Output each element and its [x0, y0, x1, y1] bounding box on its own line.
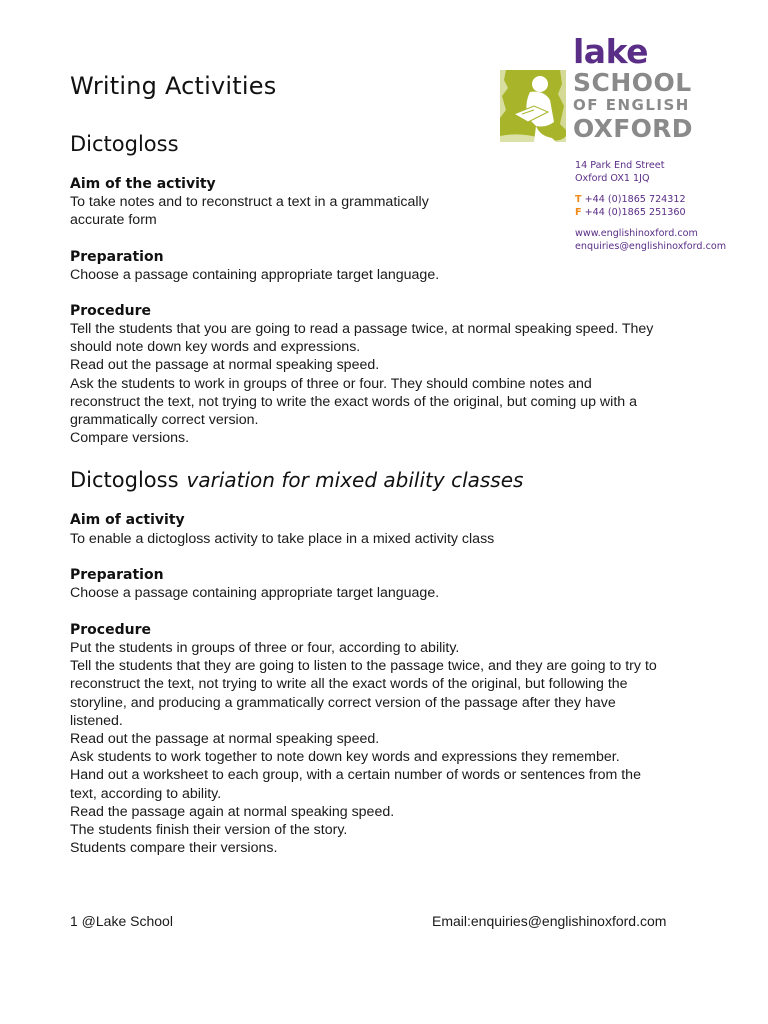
logo-of-english-text: OF ENGLISH: [573, 96, 690, 114]
section2-title: [70, 468, 523, 492]
text-line: Ask students to work together to note down key words and expressions they remember.: [70, 749, 620, 766]
text-line: should note down key words and expressions.: [70, 339, 361, 356]
text-line: reconstruct the text, not trying to write the exact words of the original, but coming up with a: [70, 393, 637, 410]
page-title: Writing Activities: [70, 72, 277, 100]
school-logo: [500, 32, 740, 146]
text-line: Tell the students that you are going to read a passage twice, at normal speaking speed. They: [70, 321, 654, 337]
text-line: Ask the students to work in groups of three or four. They should combine notes and: [70, 375, 592, 392]
footer-page-number: 1 @Lake School: [70, 913, 173, 929]
logo-lake-text: lake: [573, 32, 649, 71]
text-line: Read the passage again at normal speaking speed.: [70, 803, 395, 820]
text-line: Put the students in groups of three or four, according to ability.: [70, 640, 460, 656]
text-line: To enable a dictogloss activity to take place in a mixed activity class: [70, 531, 495, 547]
text-line: Students compare their versions.: [70, 840, 278, 857]
section1-aim-text: [70, 193, 710, 229]
section2-preparation-heading: Preparation: [70, 567, 164, 583]
text-line: The students finish their version of the story.: [70, 822, 348, 839]
telephone-number: +44 (0)1865 724312: [584, 194, 686, 205]
fax-key: F: [575, 207, 582, 218]
section1-preparation-heading: Preparation: [70, 249, 164, 265]
text-line: listened.: [70, 712, 123, 729]
section2-procedure-text: [70, 639, 710, 857]
text-line: grammatically correct version.: [70, 412, 259, 429]
text-line: reconstruct the text, not trying to write all the exact words of the original, but following the: [70, 676, 628, 693]
section2-title-text: Dictogloss: [70, 468, 179, 492]
section2-preparation-text: [70, 584, 710, 602]
section1-procedure-text: [70, 320, 710, 447]
text-line: Read out the passage at normal speaking speed.: [70, 731, 380, 748]
reader-figure-icon: [500, 70, 566, 178]
address-city: Oxford OX1 1JQ: [575, 173, 650, 184]
text-line: Hand out a worksheet to each group, with a certain number of words or sentences from the: [70, 767, 641, 784]
section2-aim-heading: Aim of activity: [70, 512, 185, 528]
text-line: storyline, and producing a grammatically correct version of the passage after they have: [70, 694, 616, 711]
footer-email: Email:enquiries@englishinoxford.com: [432, 913, 667, 929]
fax-number: +44 (0)1865 251360: [584, 207, 686, 218]
logo-school-text: SCHOOL: [573, 68, 692, 97]
section2-aim-text: [70, 530, 710, 548]
telephone-key: T: [575, 194, 582, 205]
section1-preparation-text: [70, 266, 710, 284]
section1-aim-heading: Aim of the activity: [70, 176, 216, 192]
text-line: Read out the passage at normal speaking speed.: [70, 357, 380, 374]
text-line: Choose a passage containing appropriate target language.: [70, 267, 440, 283]
text-line: Choose a passage containing appropriate target language.: [70, 585, 440, 601]
section2-procedure-heading: Procedure: [70, 622, 151, 638]
text-line: To take notes and to reconstruct a text in a grammatically: [70, 194, 429, 210]
text-line: accurate form: [70, 212, 157, 229]
section2-variation-subtitle: variation for mixed ability classes: [186, 468, 524, 492]
address-street: 14 Park End Street: [575, 160, 665, 171]
email-link[interactable]: enquiries@englishinoxford.com: [575, 241, 727, 252]
logo-oxford-text: OXFORD: [573, 114, 693, 143]
text-line: Compare versions.: [70, 430, 190, 447]
website-link[interactable]: www.englishinoxford.com: [575, 228, 698, 239]
text-line: text, according to ability.: [70, 785, 222, 802]
text-line: Tell the students that they are going to listen to the passage twice, and they are going to try to: [70, 658, 657, 675]
section1-title: Dictogloss: [70, 132, 179, 156]
section1-procedure-heading: Procedure: [70, 303, 151, 319]
